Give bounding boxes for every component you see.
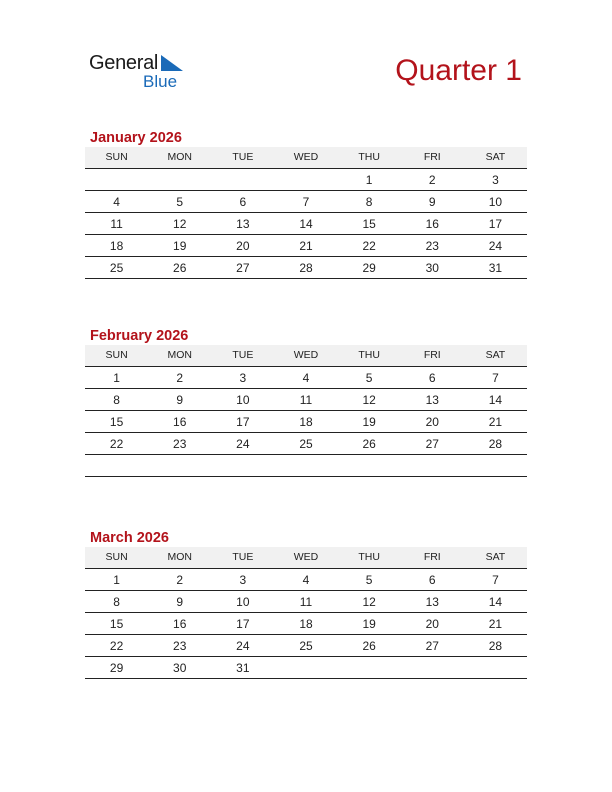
day-cell: 11: [299, 393, 313, 407]
week-row: [85, 191, 527, 213]
day-cell: 16: [173, 617, 187, 631]
day-cell: 15: [109, 617, 124, 631]
day-cell: 14: [488, 595, 503, 609]
day-cell: 14: [488, 393, 503, 407]
logo-text-general: General: [89, 52, 159, 74]
day-cell: 17: [488, 217, 503, 231]
day-cell: 15: [362, 217, 376, 231]
weekday-header-row: [85, 147, 527, 169]
day-cell: 6: [239, 195, 247, 209]
day-cell: 8: [113, 393, 120, 407]
week-row: [85, 635, 527, 657]
day-cell: 31: [488, 261, 503, 275]
day-cell: [85, 169, 148, 190]
day-cell: 28: [488, 437, 503, 451]
quarter-title: Quarter 1: [395, 54, 522, 87]
weekday-header: SUN: [105, 349, 128, 361]
day-cell: 20: [425, 415, 439, 429]
day-cell: 10: [488, 195, 503, 209]
week-row: [85, 455, 527, 477]
day-cell: 20: [236, 239, 250, 253]
day-cell: 5: [365, 371, 373, 385]
month-title: March 2026: [90, 530, 169, 546]
day-cell: 26: [362, 437, 376, 451]
day-cell: 31: [236, 661, 250, 675]
day-cell: 1: [365, 173, 373, 187]
day-cell: 13: [425, 595, 439, 609]
day-cell: 7: [492, 573, 499, 587]
day-cell: [464, 455, 527, 476]
day-cell: 25: [299, 437, 313, 451]
weekday-header: FRI: [423, 551, 441, 563]
week-row: [85, 213, 527, 235]
day-cell: 9: [176, 393, 184, 407]
month-title: February 2026: [90, 328, 189, 344]
day-cell: 18: [299, 415, 313, 429]
day-cell: 24: [236, 437, 250, 451]
day-cell: [338, 657, 401, 678]
day-cell: 7: [302, 195, 310, 209]
weekday-header: SUN: [105, 551, 128, 563]
day-cell: 2: [176, 371, 184, 385]
week-row: [85, 389, 527, 411]
day-cell: 23: [425, 239, 439, 253]
month-calendar-january: [85, 129, 527, 279]
day-cell: 27: [425, 437, 439, 451]
day-cell: 30: [425, 261, 439, 275]
week-row: [85, 657, 527, 679]
weekday-header: WED: [293, 349, 319, 361]
day-cell: 24: [488, 239, 503, 253]
day-cell: [401, 455, 464, 476]
day-cell: 22: [362, 239, 376, 253]
day-cell: 19: [362, 617, 376, 631]
week-row: [85, 569, 527, 591]
day-cell: 26: [362, 639, 376, 653]
week-row: [85, 257, 527, 279]
day-cell: 9: [428, 195, 436, 209]
week-row: [85, 613, 527, 635]
weekday-header-row: [85, 547, 527, 569]
day-cell: 24: [236, 639, 250, 653]
weekday-header: TUE: [232, 551, 254, 563]
day-cell: 9: [176, 595, 184, 609]
week-row: [85, 235, 527, 257]
day-cell: 1: [113, 573, 120, 587]
weekday-header: THU: [358, 151, 380, 163]
day-cell: 14: [299, 217, 313, 231]
weekday-header: TUE: [232, 349, 254, 361]
day-cell: 3: [239, 371, 247, 385]
day-cell: 27: [425, 639, 439, 653]
day-cell: 22: [109, 639, 124, 653]
day-cell: [274, 657, 337, 678]
day-cell: 29: [362, 261, 376, 275]
day-cell: 10: [236, 595, 250, 609]
weekday-header-row: [85, 345, 527, 367]
day-cell: 16: [173, 415, 187, 429]
weekday-header: SAT: [485, 349, 506, 361]
day-cell: 1: [113, 371, 120, 385]
day-cell: 11: [299, 595, 313, 609]
day-cell: 4: [302, 371, 310, 385]
day-cell: 6: [428, 371, 436, 385]
day-cell: 3: [492, 173, 499, 187]
day-cell: 28: [299, 261, 313, 275]
day-cell: 13: [425, 393, 439, 407]
day-cell: 12: [173, 217, 187, 231]
weekday-header: MON: [167, 349, 192, 361]
weekday-header: THU: [358, 349, 380, 361]
month-title: January 2026: [90, 130, 182, 146]
day-cell: 21: [488, 415, 503, 429]
day-cell: 18: [109, 239, 124, 253]
weekday-header: THU: [358, 551, 380, 563]
day-cell: 15: [109, 415, 124, 429]
day-cell: 26: [173, 261, 187, 275]
day-cell: [274, 455, 337, 476]
day-cell: [274, 169, 337, 190]
day-cell: 21: [488, 617, 503, 631]
month-calendar-march: [85, 529, 527, 679]
day-cell: 5: [365, 573, 373, 587]
weekday-header: FRI: [423, 151, 441, 163]
day-cell: 8: [113, 595, 120, 609]
weekday-header: FRI: [423, 349, 441, 361]
day-cell: 17: [236, 617, 250, 631]
day-cell: 13: [236, 217, 250, 231]
week-row: [85, 591, 527, 613]
weekday-header: MON: [167, 151, 192, 163]
day-cell: 29: [109, 661, 124, 675]
day-cell: 18: [299, 617, 313, 631]
brand-logo: [89, 52, 199, 92]
week-row: [85, 433, 527, 455]
day-cell: 25: [109, 261, 124, 275]
day-cell: 2: [428, 173, 436, 187]
day-cell: 7: [492, 371, 499, 385]
day-cell: 3: [239, 573, 247, 587]
day-cell: [338, 455, 401, 476]
day-cell: 6: [428, 573, 436, 587]
week-row: [85, 367, 527, 389]
month-calendar-february: [85, 327, 527, 477]
day-cell: [211, 169, 274, 190]
weekday-header: WED: [293, 551, 319, 563]
day-cell: 20: [425, 617, 439, 631]
day-cell: [148, 455, 211, 476]
day-cell: 12: [362, 393, 376, 407]
week-row: [85, 411, 527, 433]
day-cell: [148, 169, 211, 190]
day-cell: 8: [365, 195, 373, 209]
day-cell: [401, 657, 464, 678]
day-cell: 23: [173, 437, 187, 451]
weekday-header: SUN: [105, 151, 128, 163]
day-cell: [211, 455, 274, 476]
day-cell: 5: [176, 195, 184, 209]
day-cell: [464, 657, 527, 678]
day-cell: 25: [299, 639, 313, 653]
day-cell: 10: [236, 393, 250, 407]
day-cell: 27: [236, 261, 250, 275]
day-cell: 2: [176, 573, 184, 587]
day-cell: 4: [113, 195, 120, 209]
day-cell: [85, 455, 148, 476]
day-cell: 4: [302, 573, 310, 587]
day-cell: 28: [488, 639, 503, 653]
logo-triangle-icon: [161, 55, 183, 71]
day-cell: 11: [110, 217, 123, 231]
day-cell: 19: [362, 415, 376, 429]
weekday-header: TUE: [232, 151, 254, 163]
weekday-header: SAT: [485, 551, 506, 563]
day-cell: 23: [173, 639, 187, 653]
day-cell: 22: [109, 437, 124, 451]
day-cell: 12: [362, 595, 376, 609]
weekday-header: WED: [293, 151, 319, 163]
day-cell: 16: [425, 217, 439, 231]
day-cell: 21: [299, 239, 313, 253]
day-cell: 17: [236, 415, 250, 429]
logo-text-blue: Blue: [143, 72, 178, 91]
weekday-header: MON: [167, 551, 192, 563]
weekday-header: SAT: [485, 151, 506, 163]
day-cell: 30: [173, 661, 187, 675]
week-row: [85, 169, 527, 191]
day-cell: 19: [173, 239, 187, 253]
